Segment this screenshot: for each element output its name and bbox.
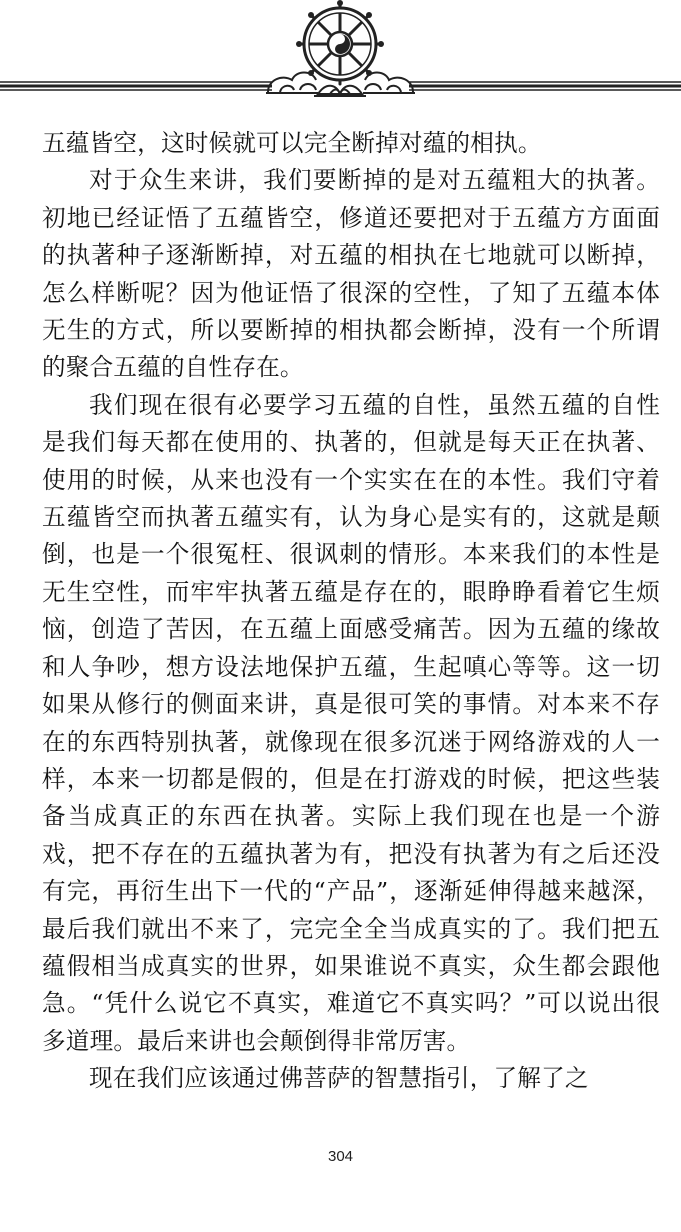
dharma-wheel-icon [296, 0, 384, 84]
page-number: 304 [327, 1148, 354, 1165]
page-header-ornament [0, 0, 681, 112]
header-ornament-graphic [0, 0, 681, 112]
paragraph-continuation: 五蕴皆空，这时候就可以完全断掉对蕴的相执。 [42, 129, 542, 157]
cloud-scroll-icon-right [363, 73, 415, 94]
paragraph: 现在我们应该通过佛菩萨的智慧指引，了解了之 [89, 1064, 589, 1093]
page-body-text [42, 125, 660, 1098]
paragraph: 对于众生来讲，我们要断掉的是对五蕴粗大的执著。初地已经证悟了五蕴皆空，修道还要把对于五蕴方方面面的执著种子逐渐断掉，对五蕴的相执在七地就可以断掉，怎么样断呢？因为他证悟了很深的空性，了知了五蕴本体无生的方式，所以要断掉的相执都会断掉，没有一个所谓的聚合五蕴的自性存在。 [42, 166, 660, 382]
lotus-base-icon [314, 86, 366, 96]
paragraph: 我们现在很有必要学习五蕴的自性，虽然五蕴的自性是我们每天都在使用的、执著的，但就是每天正在执著、使用的时候，从来也没有一个实实在在的本性。我们守着五蕴皆空而执著五蕴实有，认为身心是实有的，这就是颠倒，也是一个很冤枉、很讽刺的情形。本来我们的本性是无生空性，而牢牢执著五蕴是存在的，眼睁睁看着它生烦恼，创造了苦因，在五蕴上面感受痛苦。因为五蕴的缘故和人争吵，想方设法地保护五蕴，生起嗔心等等。这一切如果从修行的侧面来讲，真是很可笑的事情。对本来不存在的东西特别执著，就像现在很多沉迷于网络游戏的人一样，本来一切都是假的，但是在打游戏的时候，把这些装备当成真正的东西在执著。实际上我们现在也是一个游戏，把不存在的五蕴执著为有，把没有执著为有之后还没有完，再衍生出下一代的“产品”，逐渐延伸得越来越深，最后我们就出不来了，完完全全当成真实的了。我们把五蕴假相当成真实的世界，如果谁说不真实，众生都会跟他急。“凭什么说它不真实，难道它不真实吗？”可以说出很多道理。最后来讲也会颠倒得非常厉害。 [42, 390, 660, 1055]
